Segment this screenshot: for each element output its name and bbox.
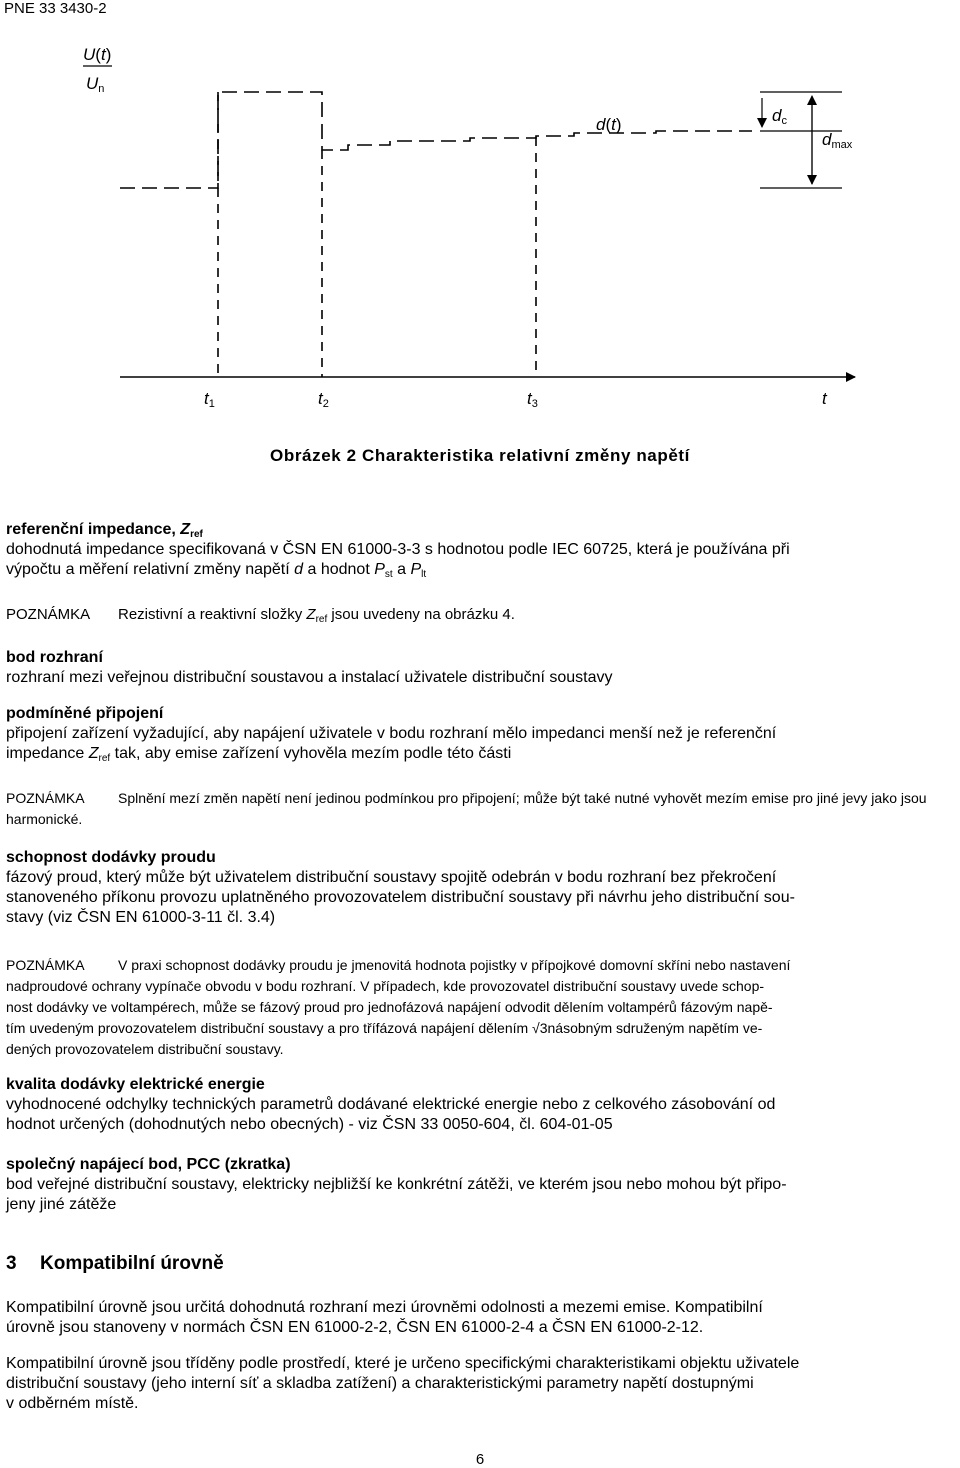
page-number: 6 — [475, 1451, 485, 1468]
definition-current-capacity — [6, 848, 956, 928]
para2-line2: distribuční soustavy (jeho interní síť a skladba zatížení) a charakteristickými parametry napětí dostupnými — [6, 1375, 754, 1392]
body-quality-line1: vyhodnocené odchylky technických parametrů dodávané elektrické energie nebo z celkového zásobování od — [6, 1096, 776, 1113]
para2-line1: Kompatibilní úrovně jsou tříděny podle prostředí, které je určeno specifickými charakteristikami objektu uživatele — [6, 1355, 800, 1372]
para1-line1: Kompatibilní úrovně jsou určitá dohodnutá rozhraní mezi úrovněmi odolnosti a mezemi emise. Kompatibilní — [6, 1299, 763, 1316]
y-label-denominator: Un — [86, 74, 105, 95]
section-paragraph-1 — [6, 1298, 956, 1338]
label-t1: t1 — [204, 389, 215, 410]
term-interface-point: bod rozhraní — [6, 649, 103, 666]
section-title: Kompatibilní úrovně — [40, 1253, 224, 1274]
definition-conditional-connection — [6, 704, 956, 764]
label-t3: t3 — [527, 389, 538, 410]
definition-supply-quality — [6, 1075, 956, 1135]
note-capacity-line2: nadproudové ochrany vypínače obvodu v bodu rozhraní. V případech, kde provozovatel distribuční soustavy uvede schop- — [6, 978, 765, 994]
definition-pcc — [6, 1155, 956, 1215]
note-capacity — [6, 955, 956, 1060]
label-dmax: dmax — [822, 130, 853, 151]
body-zref-line1: dohodnutá impedance specifikovaná v ČSN EN 61000-3-3 s hodnotou podle IEC 60725, která je používána při — [6, 541, 790, 558]
section-heading — [6, 1254, 956, 1274]
label-dc: dc — [772, 106, 787, 127]
body-pcc-line1: bod veřejné distribuční soustavy, elektricky nejbližší ke konkrétní zátěži, ve kterém jsou nebo mohou být připo- — [6, 1176, 787, 1193]
axis-y-label — [83, 45, 112, 95]
note-capacity-line1: POZNÁMKA V praxi schopnost dodávky proudu je jmenovitá hodnota pojistky v přípojkové domovní skříni nebo nastavení — [6, 957, 791, 973]
body-quality-line2: hodnot určených (dohodnutých nebo obecných) - viz ČSN 33 0050-604, čl. 604-01-05 — [6, 1116, 613, 1133]
body-conditional-line2: impedance $Z_{ref}$ tak, aby emise zařízení vyhověla mezím podle této části — [6, 745, 512, 764]
para2-line3: v odběrném místě. — [6, 1395, 139, 1412]
section-paragraph-2 — [6, 1354, 956, 1414]
body-pcc-line2: jeny jiné zátěže — [6, 1196, 117, 1213]
document-id: PNE 33 3430-2 — [4, 0, 107, 17]
body-capacity-line2: stanoveného příkonu provozu uplatněného provozovatelem distribuční soustavy při návrhu jeho distribuční sou- — [6, 889, 795, 906]
note-capacity-line3: nost dodávky ve voltampérech, může se fázový proud pro jednofázová napájení odvodit dělením voltampérů fázovým napě- — [6, 999, 773, 1015]
section-number: 3 — [6, 1253, 17, 1274]
label-t2: t2 — [318, 389, 329, 410]
body-capacity-line1: fázový proud, který může být uživatelem distribuční soustavy spojitě odebrán v bodu rozhraní bez překročení — [6, 869, 777, 886]
voltage-curve — [120, 92, 752, 188]
term-conditional-connection: podmíněné připojení — [6, 705, 164, 722]
definition-interface-point — [6, 648, 956, 688]
term-pcc: společný napájecí bod, PCC (zkratka) — [6, 1156, 291, 1173]
term-zref: referenční impedance, $Z_{ref}$ — [6, 521, 203, 540]
note-capacity-line4: tím uvedeným provozovatelem distribuční soustavy a pro třífázová napájení dělením √3násobným sdruženým napětím ve- — [6, 1020, 763, 1036]
body-capacity-line3: stavy (viz ČSN EN 61000-3-11 čl. 3.4) — [6, 909, 276, 926]
body-interface-point: rozhraní mezi veřejnou distribuční soustavou a instalací uživatele distribuční soustavy — [6, 669, 613, 686]
note-capacity-line5: dených provozovatelem distribuční soustavy. — [6, 1041, 284, 1057]
para1-line2: úrovně jsou stanoveny v normách ČSN EN 61000-2-2, ČSN EN 61000-2-4 a ČSN EN 61000-2-12. — [6, 1319, 704, 1336]
body-zref-line2: výpočtu a měření relativní změny napětí d a hodnot $P_{st}$ a $P_{lt}$ — [6, 561, 427, 580]
voltage-change-figure — [0, 0, 960, 440]
note-conditional: POZNÁMKA Splnění mezí změn napětí není jedinou podmínkou pro připojení; může být také nutné vyhovět mezím emise pro jiné jevy jako jsou harmonické. — [6, 790, 927, 827]
definition-zref — [6, 520, 956, 580]
sqrt-symbol: √ — [532, 1020, 540, 1036]
term-supply-quality: kvalita dodávky elektrické energie — [6, 1076, 265, 1093]
body-conditional-line1: připojení zařízení vyžadující, aby napájení uživatele v bodu rozhraní mělo impedanci menší než je referenční — [6, 725, 777, 742]
label-d-of-t: d(t) — [596, 115, 622, 134]
figure-caption: Obrázek 2 Charakteristika relativní změny napětí — [270, 446, 690, 465]
term-current-capacity: schopnost dodávky proudu — [6, 849, 216, 866]
label-t-axis: t — [822, 389, 827, 408]
y-label-numerator: U(t) — [83, 45, 112, 64]
note-zref: POZNÁMKA Rezistivní a reaktivní složky $Z_{ref}$ jsou uvedeny na obrázku 4. — [6, 606, 515, 625]
